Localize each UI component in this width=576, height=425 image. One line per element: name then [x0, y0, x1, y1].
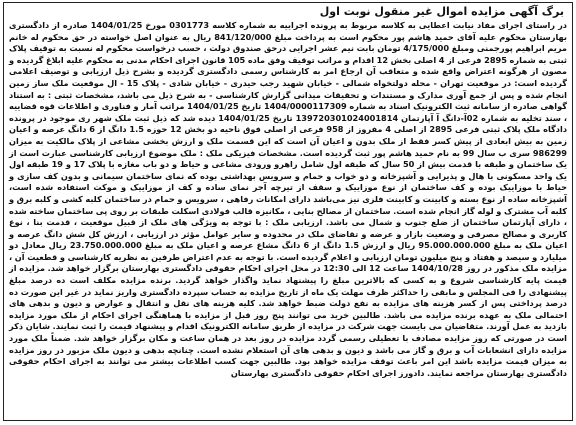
notice-title: برگ آگهی مزایده اموال غیر منقول نوبت اول [319, 5, 564, 18]
notice-body: در راستای اجرای مفاد نیابت اعطایی به کلاسه مربوط به پرونده اجراییه به شماره کلاسه 0301773 مورخ 1404/01/25 صادره از دادگستری بهارستان محکوم علیه آقای حمید هاشم پور محکوم است به پرداخت مبلغ 841/120/000 ریال به عنوان اصل خواسته در حق محکوم له خانم مریم ابراهیم پورجمنی ومبلغ 4/175/000 تومان بابت نیم عشر اجرایی درحق صندوق دولت ، حسب درخواست محکوم له نسبت به توقیف پلاک ثبتی به شماره 2895 فرعی از 4 اصلی بخش 12 اقدام و مراتب توقیف وفق ماده 105 قانون اجرای احکام مدنی به محکوم علیه ابلاغ گردیده و مصون از هرگونه اعتراض واقع شده و متعاقب آن ارجاع امر به کارشناس رسمی دادگستری گردیده و بشرح ذیل ارزیابی و توصیف اعلامی گردیده است: در موقعیت تهران - محله دولتخواه شمالی - خیابان شهید رجب حیدری - خیابان شادی - پلاک 15 - ال موقعیت ملک ساز زمین انجام شده و پس از جمع آوری مدارک و مستندات و تحقیقات میدانی گزارش کارشناسی - به شرح ذیل می باشد، مشخصات ثبتی : به استناد گواهی صادره از سامانه ثبت الکترونیک اسناد به شماره 1404/0000117309 تاریخ 1404/01/25 مراتب آمار و فناوری و اطلاعات قوه قضاییه ، سند تخلیه به شماره 02آ-دانگ آ آپارتمان 139720301024001814 تاریخ 1404/01/25 دیده شد که ذیل ثبت ملک شهر ری موجود در پرونده دادگاه ملک پلاک ثبتی فرعی 2895 از اصلی 4 مفروز از 958 فرعی از اصلی فوق ناحیه دو بخش 12 حوزه 1.5 دانگ از 6 دانگ عرصه و اعیان زمین به بیش ابعادی از پیش کسر فقط از ملک بدون و اعیان آن است که این قسمت ملک و ارزش بخشی مشاعی از پلاک مالکیت به میزان 986299 سری ب سال 99 به نام حمید هاشم پور ثبت گردیده است. مشخصات فیزیکی ملک : ملک موضوع ارزیابی کارشناسی عبارت است از یک ساختمان و طبقه با قدمت بیش از 50 سال که طبقه اول شامل راهرو ورودی مشاعی و حیاط و دو باب مغازه با پلاک 17 و 19 طبقه اول یک واحد مسکونی با هال و پذیرایی و آشپزخانه و دو خواب و حمام و سرویس بهداشتی بوده که نمای ساختمان سیمانی و بدون کف سازی و حیاط با موزاییک بوده و کف ساختمان از نوع موزاییک و سقف از تیرچه آجر نمای ساده و کف از موزاییک و موکت استفاده شده است، آشپزخانه ساده از نوع بسته و کابینت و کابینت فلزی نیز می‌باشد دارای امکانات رفاهی ، سرویس و حمام در ساختمان کلبه کشی و کلبه برق و کلبه آب مشترک و لوله گاز انجام شده است. ساختمان از مصالح بنایی ، مکانیزه قالب فولادی اسکلت طبقات بر روی پی ساختمان ساخته شده ، دارای آپارتمان ساختمان از ضلع جنوب و شمال می باشد. ارزیابی ملک : با توجه به ویژگی های ملک از قبیل موقعیت ، قدمت بنا ، نوع کاربری و مصالح مصرفی و وضعیت بازار و عرضه و تقاضای ملک در محدوده و سایر عوامل مؤثر در ارزیابی ، ارزش کل شش دانگ عرصه و اعیان ملک به مبلغ 95.000.000.000 ریال و ارزش 1.5 دانگ از 6 دانگ مشاع عرصه و اعیان ملک به مبلغ 23.750.000.000 ریال معادل دو میلیارد و سیصد و هفتاد و پنج میلیون تومان ارزیابی و اعلام گردیده است. با توجه به عدم اعتراض طرفین به نظریه کارشناسی و قطعیت آن ، مزایده ملک مذکور در روز 1404/10/28 ساعت 12 الی 12:30 در محل اجرای احکام حقوقی دادگستری بهارستان برگزار خواهد شد. مزایده از قیمت پایه کارشناسی شروع و به کسی که بالاترین مبلغ را پیشنهاد نماید واگذار خواهد گردید. برنده مزایده مکلف است ده درصد مبلغ پیشنهادی را فی المجلس و مابقی را حداکثر ظرف مهلت یک ماه از تاریخ مزایده به حساب سپرده دادگستری واریز نماید در غیر این صورت ده درصد پرداختی پس از کسر هزینه های مزایده به نفع دولت ضبط خواهد شد. کلیه هزینه های نقل و انتقال و عوارض و دیون و بدهی های احتمالی ملک به عهده برنده مزایده می باشد. طالبین خرید می توانند پنج روز قبل از مزایده با هماهنگی اجرای احکام از ملک مورد مزایده بازدید به عمل آورند. متقاضیان می بایست جهت شرکت در مزایده از طریق سامانه الکترونیک اقدام و پیشنهاد قیمت را ثبت نمایند. شایان ذکر است در صورتی که روز مزایده مصادف با تعطیلی رسمی گردد مزایده در روز بعد در همان ساعت و مکان برگزار خواهد شد. ضمناً ملک مورد مزایده دارای انشعابات آب و برق و گاز می باشد و دیون و بدهی های آن استعلام نشده است. چنانچه بدهی و دیون ملک مزبور در روز مزایده به میزان قیمت مزایده باشد این امر باعث توقف مزایده خواهد بود. طالبین جهت کسب اطلاعات بیشتر می توانند به اجرای احکام حقوقی دادگستری بهارستان مراجعه نمایند. دادورز اجرای احکام حقوقی دادگستری بهارستان [9, 20, 568, 378]
notice-page [3, 2, 573, 421]
